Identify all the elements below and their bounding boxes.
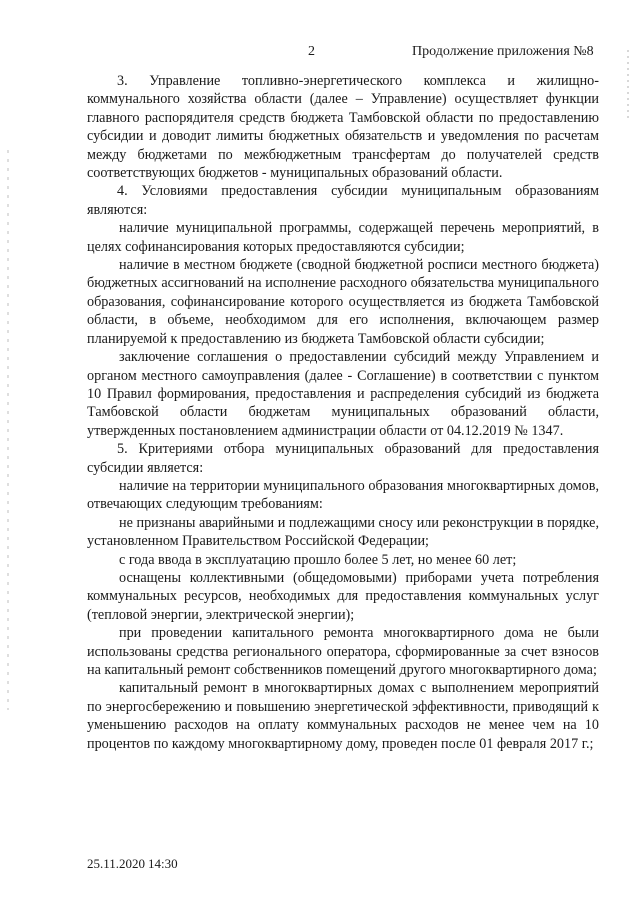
paragraph-3-management-functions: 3. Управление топливно-энергетического комплекса и жилищно-коммунального хозяйства области (далее – Управление) осуществляет функции главного распорядителя средств бюджета Тамбовской области по предоставлению субсидии и доводит лимиты бюджетных обязательств и уведомления по расчетам между бюджетами по межбюджетным трансфертам до получателей средств соответствующих бюджетов - муниципальных образований области.	[87, 73, 599, 182]
requirement-not-emergency: не признаны аварийными и подлежащими сносу или реконструкции в порядке, установленном Правительством Российской Федерации;	[87, 514, 599, 550]
requirement-meters-installed: оснащены коллективными (общедомовыми) приборами учета потребления коммунальных ресурсов, необходимых для предоставления коммунальных услуг (тепловой энергии, электрической энергии);	[87, 569, 599, 623]
requirement-no-regional-operator-funds: при проведении капитального ремонта многоквартирного дома не были использованы средства регионального оператора, сформированные за счет взносов на капитальный ремонт собственников помещений другого многоквартирного дома;	[87, 625, 599, 678]
paragraph-5-selection-criteria-intro: 5. Критериями отбора муниципальных образований для предоставления субсидии является:	[87, 441, 599, 476]
page-number: 2	[308, 44, 315, 59]
condition-subsidy-agreement: заключение соглашения о предоставлении субсидий между Управлением и органом местного самоуправления (далее - Соглашение) в соответствии с пунктом 10 Правил формирования, предоставления и распределения субсидий из бюджета Тамбовской области бюджетам муниципальных образований области, утвержденных постановлением администрации области от 04.12.2019 № 1347.	[87, 349, 599, 439]
scan-edge-artifact	[7, 150, 9, 710]
document-body	[87, 72, 599, 753]
condition-municipal-program: наличие муниципальной программы, содержащей перечень мероприятий, в целях софинансирования которых предоставляются субсидии;	[87, 220, 599, 255]
condition-local-budget-allocations: наличие в местном бюджете (сводной бюджетной росписи местного бюджета) бюджетных ассигнований на исполнение расходного обязательства муниципального образования, софинансирование которого осуществляется из бюджета Тамбовской области, в объеме, необходимом для его исполнения, включающем размер планируемой к предоставлению из бюджета Тамбовской области субсидии;	[87, 257, 599, 347]
footer-date: 25.11.2020	[87, 856, 146, 871]
requirement-energy-efficiency-repair: капитальный ремонт в многоквартирных домах с выполнением мероприятий по энергосбережению и повышению энергетической эффективности, приводящий к уменьшению расходов на оплату коммунальных расходов не менее чем на 10 процентов по каждому многоквартирному дому, проведен после 01 февраля 2017 г.;	[87, 680, 599, 752]
footer-time: 14:30	[148, 856, 178, 871]
scan-edge-artifact-right	[627, 50, 629, 120]
paragraph-4-conditions-intro: 4. Условиями предоставления субсидии муниципальным образованиям являются:	[87, 183, 599, 218]
appendix-continuation-note: Продолжение приложения №8	[412, 44, 594, 59]
criterion-apartment-buildings: наличие на территории муниципального образования многоквартирных домов, отвечающих следующим требованиям:	[87, 477, 599, 513]
requirement-building-age: с года ввода в эксплуатацию прошло более 5 лет, но менее 60 лет;	[119, 551, 517, 568]
